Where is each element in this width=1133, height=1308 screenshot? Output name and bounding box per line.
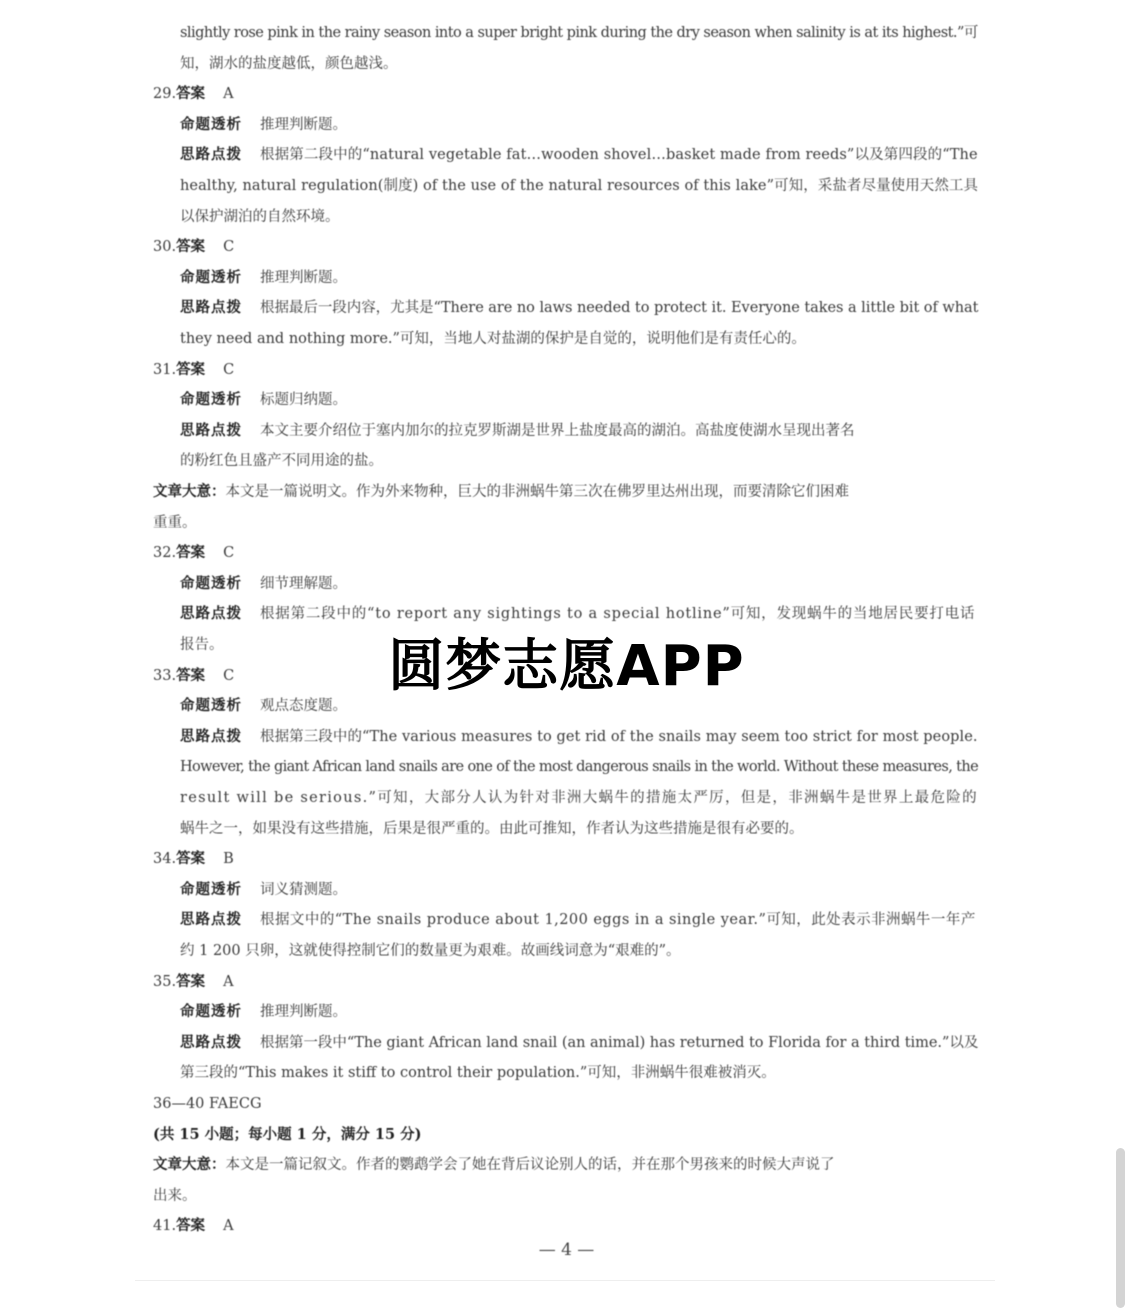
analysis-text: 细节理解题。 [260,575,347,592]
answer-label: 答案 [176,85,206,103]
answer-value: B [223,851,234,868]
text-line [153,1181,197,1211]
analysis-label: 思路点拨 [180,146,242,164]
line-text: 知，湖水的盐度越低，颜色越浅。 [180,55,398,72]
analysis-line [180,140,978,170]
analysis-label: 命题透析 [180,880,242,898]
analysis-line [180,722,978,752]
text-line [180,752,978,782]
line-text: 蜗牛之一，如果没有这些措施，后果是很严重的。由此可推知，作者认为这些措施是很有必要的。 [180,820,804,837]
question-number: 29. [153,86,177,103]
analysis-label: 命题透析 [180,268,242,286]
answer-heading [153,967,234,997]
analysis-label: 命题透析 [180,697,242,715]
text-line [180,936,681,966]
watermark: 圆梦志愿APP [388,634,745,699]
analysis-text: 观点态度题。 [260,698,347,715]
analysis-text: 根据第二段中的“to report any sightings to a special hotline”可知，发现蜗牛的当地居民要打电话 [260,606,976,623]
analysis-line [180,875,347,905]
analysis-text: 推理判断题。 [260,269,347,286]
page-number: — 4 — [538,1240,595,1260]
summary-label: 文章大意： [153,1156,226,1174]
analysis-text: 根据第二段中的“natural vegetable fat…wooden shovel…basket made from reeds”以及第四段的“The [260,147,978,164]
summary-label: 文章大意： [153,483,226,500]
page-bottom-divider [135,1280,995,1281]
answer-value: C [223,239,235,256]
vertical-scrollbar[interactable] [1116,1148,1125,1308]
analysis-label: 命题透析 [180,391,242,409]
question-number: 31. [153,361,177,378]
analysis-text: 本文主要介绍位于塞内加尔的拉克罗斯湖是世界上盐度最高的湖泊。高盐度使湖水呈现出著名 [260,422,855,439]
analysis-line [180,110,347,140]
line-text: 出来。 [153,1187,197,1204]
answer-label: 答案 [176,1217,206,1235]
text-line [180,18,978,48]
answer-heading [153,355,234,385]
article-summary [153,1150,835,1180]
analysis-label: 命题透析 [180,1003,242,1021]
analysis-text: 根据文中的“The snails produce about 1,200 eggs in a single year.”可知，此处表示非洲蜗牛一年产 [260,912,976,929]
answer-heading [153,232,234,262]
analysis-label: 思路点拨 [180,605,242,623]
text-line [180,783,978,813]
analysis-label: 命题透析 [180,115,242,133]
text-line [180,171,978,201]
analysis-line [180,997,347,1027]
question-number: 41. [153,1218,177,1235]
answer-label: 答案 [176,360,206,378]
answer-value: A [223,1218,234,1235]
analysis-line [180,385,347,415]
line-text: 报告。 [180,637,224,653]
line-text: 的粉红色且盛产不同用途的盐。 [180,453,383,470]
text-line [180,324,806,354]
question-number: 34. [153,851,177,868]
analysis-line [180,569,347,599]
answer-label: 答案 [176,666,206,684]
text-line [180,814,804,844]
question-number: 33. [153,667,177,684]
line-text: However, the giant African land snails are one of the most dangerous snails in the world. Without these measures, the [180,759,979,776]
line-text: (共 15 小题；每小题 1 分，满分 15 分) [153,1125,422,1143]
answer-heading [153,844,234,874]
question-number: 32. [153,545,177,562]
analysis-text: 词义猜测题。 [260,881,347,898]
answer-label: 答案 [176,238,206,256]
line-text: 重重。 [153,514,197,531]
line-text: they need and nothing more.”可知，当地人对盐湖的保护是自觉的，说明他们是有责任心的。 [180,331,806,347]
answer-value: C [223,545,235,562]
analysis-label: 思路点拨 [180,1033,242,1051]
answer-value: A [223,86,234,103]
line-text: 以保护湖泊的自然环境。 [180,208,340,225]
article-summary [153,477,849,507]
answer-heading [153,79,234,109]
answer-label: 答案 [176,544,206,562]
question-number: 30. [153,239,177,256]
analysis-text: 根据最后一段内容，尤其是“There are no laws needed to protect it. Everyone takes a little bit of what [260,300,979,317]
text-line [180,202,340,232]
line-text: slightly rose pink in the rainy season into a super bright pink during the dry season when salinity is at its highest.”可 [180,25,978,41]
analysis-line [180,293,978,323]
line-text: healthy, natural regulation(制度) of the use of the natural resources of this lake”可知，采盐者尽量使用天然工具 [180,178,979,194]
analysis-line [180,905,976,935]
line-text: 第三段的“This makes it stiff to control their population.”可知，非洲蜗牛很难被消灭。 [180,1065,776,1082]
analysis-label: 思路点拨 [180,299,242,317]
analysis-text: 标题归纳题。 [260,392,347,409]
answer-value: C [223,361,235,378]
line-text: 36—40 FAECG [153,1096,262,1112]
answer-value: A [223,973,234,990]
analysis-text: 根据第三段中的“The various measures to get rid of the snails may seem too strict for most people. [260,728,978,745]
answer-label: 答案 [176,850,206,868]
summary-text: 本文是一篇说明文。作为外来物种，巨大的非洲蜗牛第三次在佛罗里达州出现，而要清除它们困难 [225,484,849,500]
analysis-label: 命题透析 [180,574,242,592]
analysis-line [180,263,347,293]
text-line [153,508,197,538]
analysis-label: 思路点拨 [180,911,242,929]
text-line [153,1120,421,1150]
text-line [180,1058,776,1088]
analysis-text: 推理判断题。 [260,1004,347,1021]
analysis-line [180,1028,978,1058]
text-line [180,49,398,79]
analysis-label: 思路点拨 [180,727,242,745]
question-number: 35. [153,973,177,990]
line-text: 约 1 200 只卵，这就使得控制它们的数量更为艰难。故画线词意为“艰难的”。 [180,943,681,959]
answer-label: 答案 [176,972,206,990]
line-text: result will be serious.”可知，大部分人认为针对非洲大蜗牛的措施太严厉，但是，非洲蜗牛是世界上最危险的 [180,790,978,806]
answer-value: C [223,667,235,684]
answer-heading [153,1211,234,1241]
analysis-text: 推理判断题。 [260,116,347,133]
text-line [180,446,383,476]
summary-text: 本文是一篇记叙文。作者的鹦鹉学会了她在背后议论别人的话，并在那个男孩来的时候大声说了 [225,1157,835,1174]
analysis-line [180,416,855,446]
analysis-label: 思路点拨 [180,421,242,439]
text-line [153,1089,262,1119]
analysis-text: 根据第一段中“The giant African land snail (an animal) has returned to Florida for a third time.”以及 [260,1034,979,1051]
answer-heading [153,538,234,568]
